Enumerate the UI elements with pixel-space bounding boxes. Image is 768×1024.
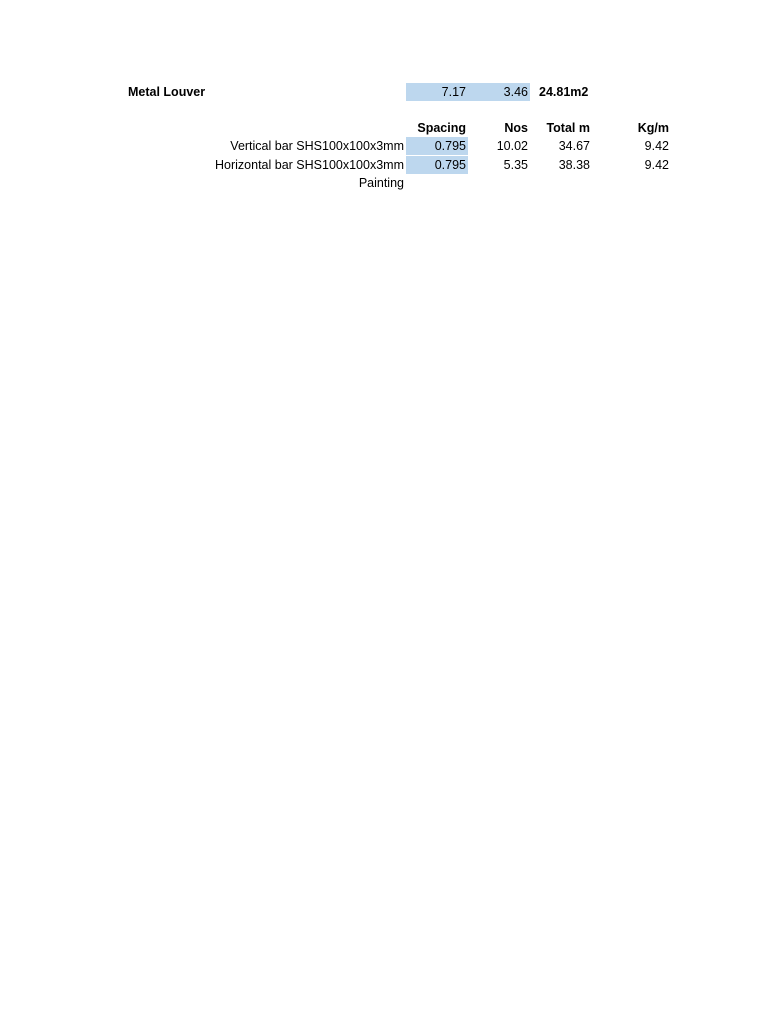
row-nos-horizontal-bar: 5.35 bbox=[503, 158, 528, 172]
row-spacing-horizontal-bar[interactable]: 0.795 bbox=[406, 156, 468, 174]
area-value: 24.81m2 bbox=[539, 85, 589, 99]
row-total-m-vertical-bar: 34.67 bbox=[558, 139, 590, 153]
header-spacing: Spacing bbox=[417, 121, 466, 135]
dimension-width-cell[interactable]: 7.17 bbox=[406, 83, 468, 101]
row-total-m-horizontal-bar: 38.38 bbox=[558, 158, 590, 172]
row-kg-per-m-horizontal-bar: 9.42 bbox=[644, 158, 669, 172]
header-total-m: Total m bbox=[546, 121, 590, 135]
row-label-horizontal-bar: Horizontal bar SHS100x100x3mm bbox=[215, 158, 404, 172]
row-kg-per-m-vertical-bar: 9.42 bbox=[644, 139, 669, 153]
row-label-painting: Painting bbox=[358, 176, 404, 190]
header-nos: Nos bbox=[504, 121, 528, 135]
row-label-vertical-bar: Vertical bar SHS100x100x3mm bbox=[230, 139, 404, 153]
header-kg-per-m: Kg/m bbox=[637, 121, 669, 135]
row-nos-vertical-bar: 10.02 bbox=[496, 139, 528, 153]
row-spacing-vertical-bar[interactable]: 0.795 bbox=[406, 137, 468, 155]
dimension-height-cell[interactable]: 3.46 bbox=[468, 83, 530, 101]
section-title: Metal Louver bbox=[128, 85, 206, 99]
